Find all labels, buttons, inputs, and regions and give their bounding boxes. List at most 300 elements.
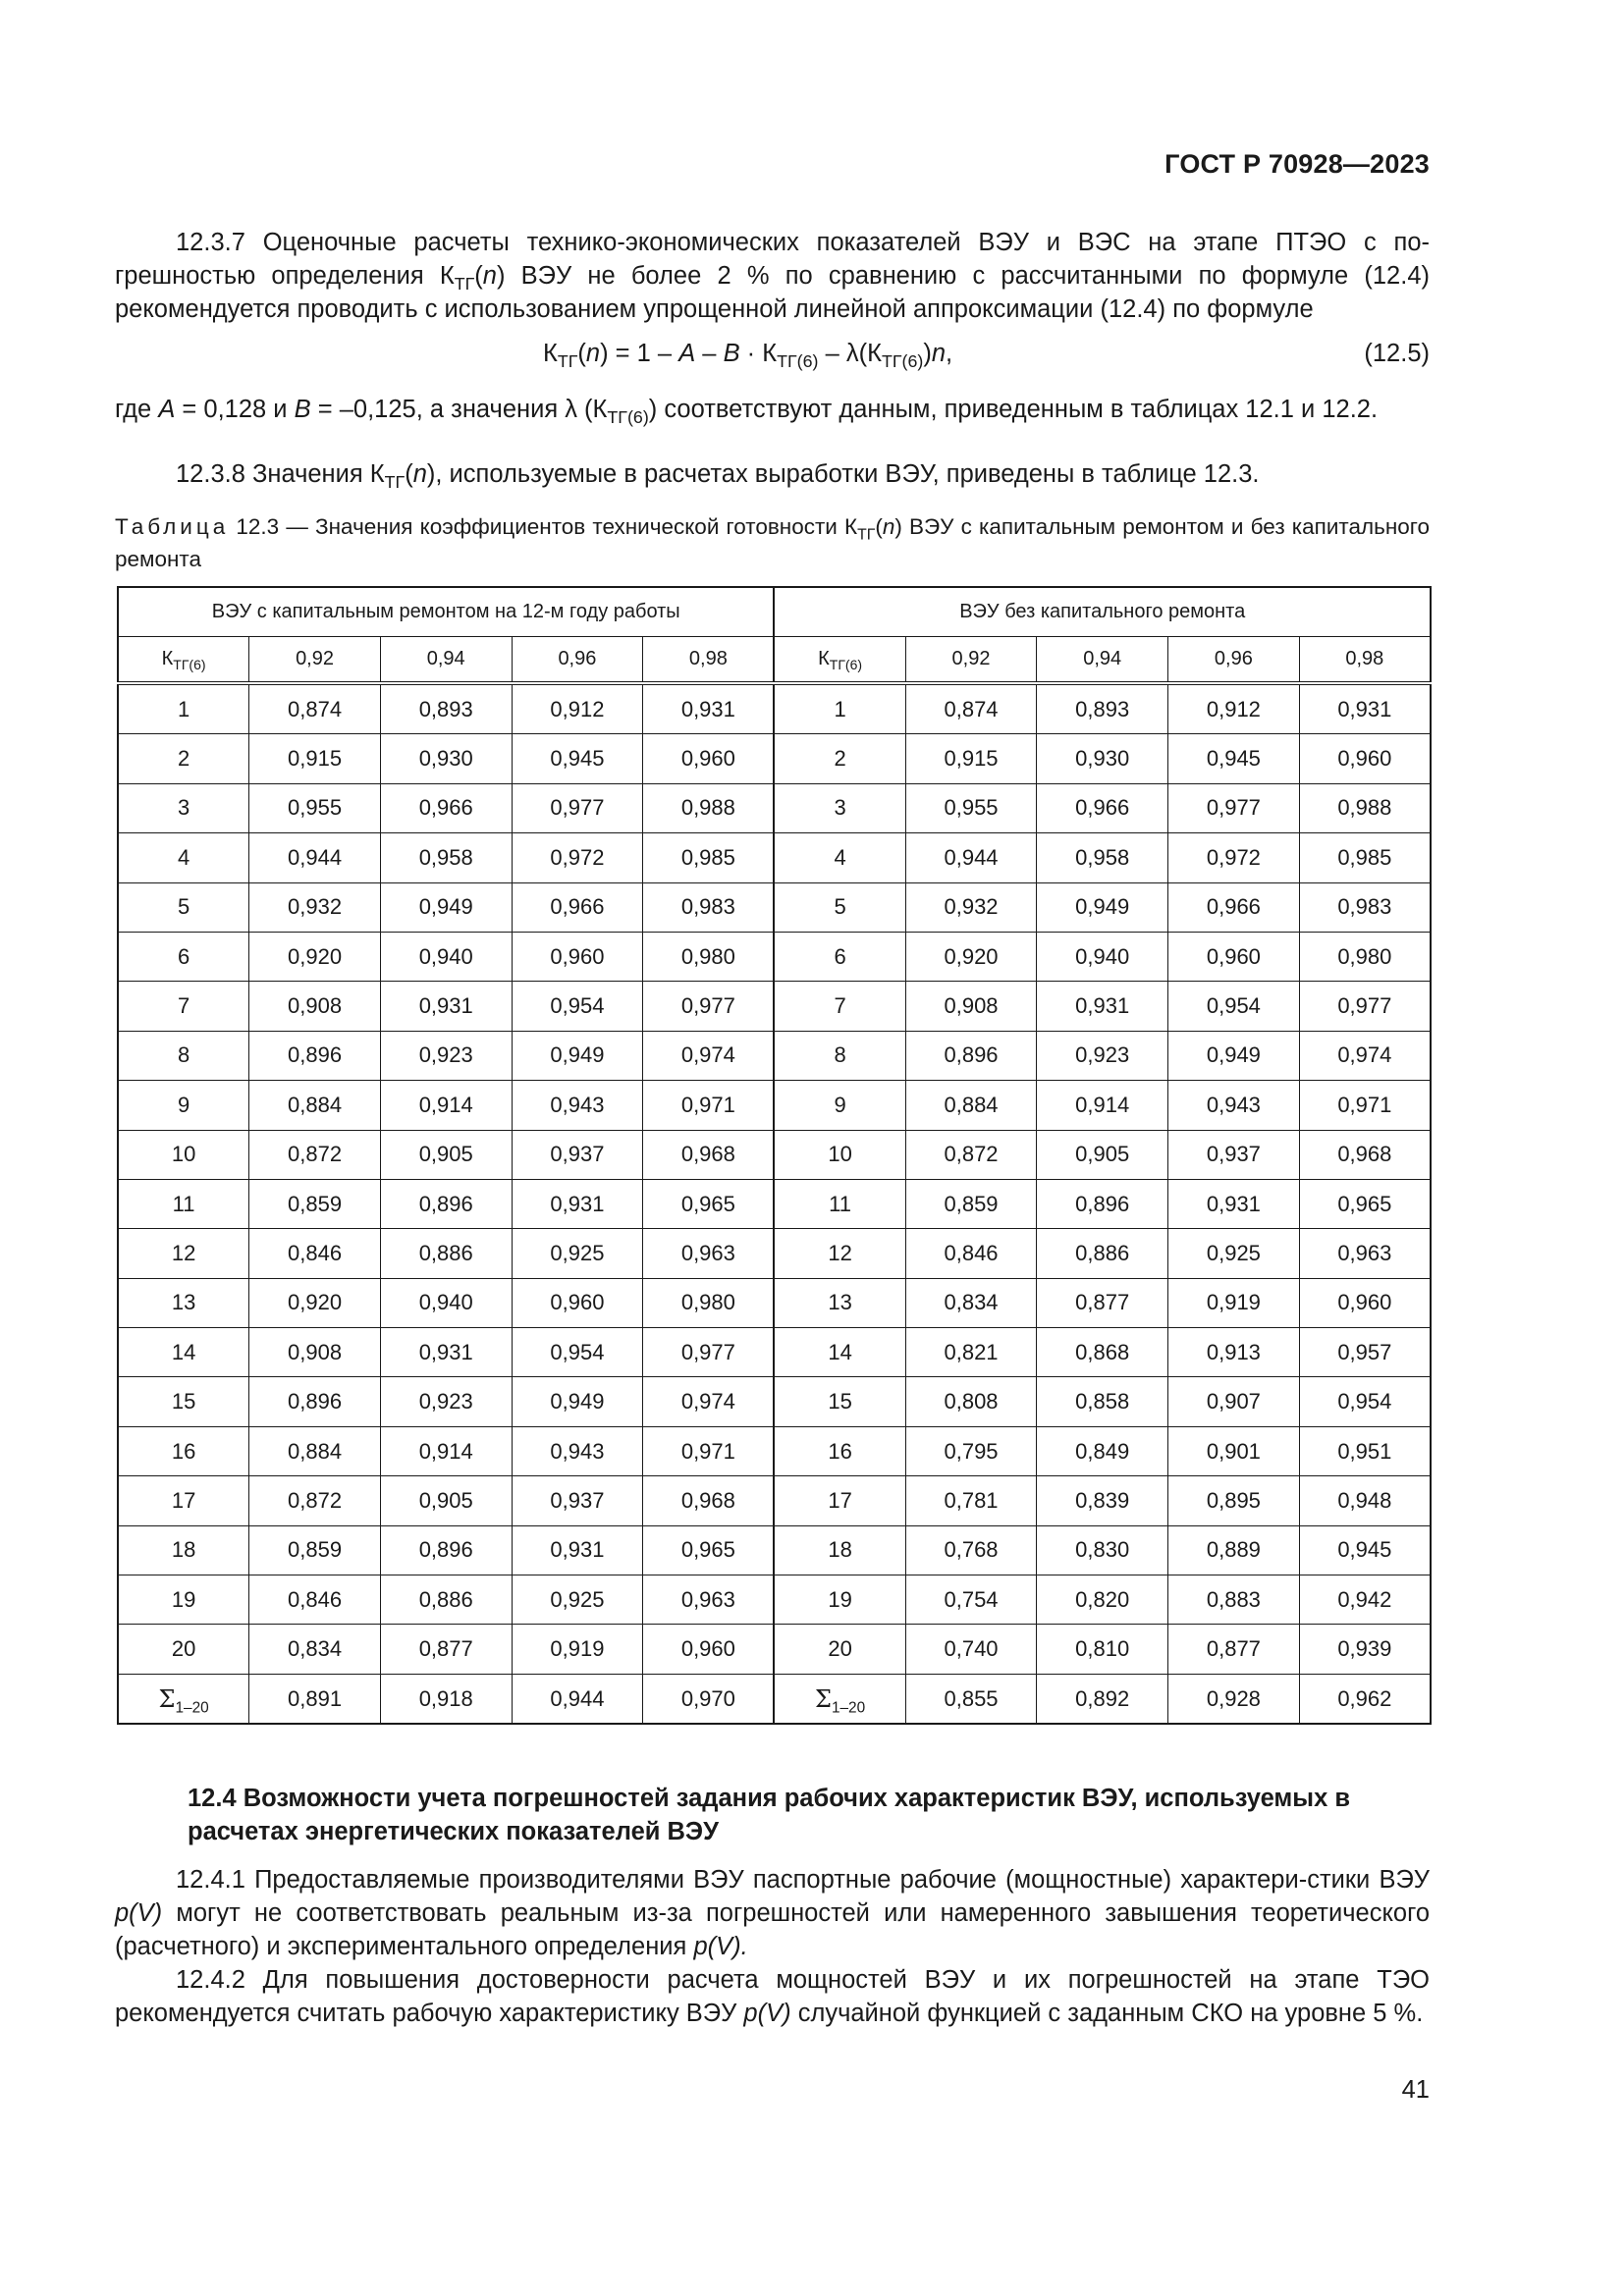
row-year-cell: 14 (774, 1328, 905, 1377)
column-header: 0,92 (249, 637, 381, 684)
sum-value-with-overhaul: 0,944 (512, 1674, 643, 1724)
value-cell-without-overhaul: 0,985 (1299, 833, 1431, 882)
subscript: ТГ(6) (777, 351, 819, 372)
value-cell-with-overhaul: 0,908 (249, 982, 381, 1031)
value-cell-without-overhaul: 0,948 (1299, 1476, 1431, 1525)
value-cell-without-overhaul: 0,896 (905, 1031, 1037, 1080)
value-cell-with-overhaul: 0,971 (643, 1426, 775, 1475)
row-year-cell: 13 (118, 1278, 249, 1327)
variable-a: A (158, 396, 176, 423)
row-year-cell: 18 (774, 1525, 905, 1575)
variable-n: n (585, 340, 601, 367)
paragraph-12-4-1 (115, 1863, 1430, 1963)
value-cell-with-overhaul: 0,925 (512, 1575, 643, 1625)
row-year-cell: 1 (774, 683, 905, 734)
value-cell-without-overhaul: 0,868 (1037, 1328, 1168, 1377)
value-cell-with-overhaul: 0,912 (512, 683, 643, 734)
value-cell-without-overhaul: 0,931 (1168, 1179, 1300, 1228)
value-cell-with-overhaul: 0,923 (380, 1377, 512, 1426)
sum-value-without-overhaul: 0,928 (1168, 1674, 1300, 1724)
value-cell-with-overhaul: 0,886 (380, 1575, 512, 1625)
value-cell-without-overhaul: 0,919 (1168, 1278, 1300, 1327)
value-cell-without-overhaul: 0,849 (1037, 1426, 1168, 1475)
table-row (118, 833, 1431, 882)
row-year-cell: 10 (118, 1130, 249, 1179)
sum-label-cell: $\Sigma_{1-20}$ (774, 1674, 905, 1724)
value-cell-with-overhaul: 0,937 (512, 1476, 643, 1525)
formula-text: · К (739, 340, 778, 367)
formula-12-5 (115, 337, 1430, 376)
value-cell-with-overhaul: 0,985 (643, 833, 775, 882)
value-cell-with-overhaul: 0,954 (512, 1328, 643, 1377)
value-cell-with-overhaul: 0,930 (380, 734, 512, 783)
value-cell-with-overhaul: 0,980 (643, 932, 775, 981)
value-cell-with-overhaul: 0,943 (512, 1081, 643, 1130)
value-cell-with-overhaul: 0,972 (512, 833, 643, 882)
paragraph-text: ), используемые в расчетах выработки ВЭУ, приведены в таблице 12.3. (426, 460, 1260, 488)
value-cell-without-overhaul: 0,915 (905, 734, 1037, 783)
value-cell-with-overhaul: 0,872 (249, 1476, 381, 1525)
row-year-cell: 19 (118, 1575, 249, 1625)
value-cell-with-overhaul: 0,954 (512, 982, 643, 1031)
value-cell-without-overhaul: 0,971 (1299, 1081, 1431, 1130)
table-row (118, 1476, 1431, 1525)
value-cell-with-overhaul: 0,966 (380, 783, 512, 832)
value-cell-without-overhaul: 0,839 (1037, 1476, 1168, 1525)
value-cell-without-overhaul: 0,846 (905, 1229, 1037, 1278)
value-cell-without-overhaul: 0,908 (905, 982, 1037, 1031)
row-year-cell: 12 (118, 1229, 249, 1278)
row-year-cell: 8 (774, 1031, 905, 1080)
table-row (118, 1130, 1431, 1179)
value-cell-without-overhaul: 0,877 (1168, 1625, 1300, 1674)
value-cell-without-overhaul: 0,874 (905, 683, 1037, 734)
value-cell-with-overhaul: 0,908 (249, 1328, 381, 1377)
value-cell-without-overhaul: 0,889 (1168, 1525, 1300, 1575)
function-p-v: p(V) (115, 1899, 163, 1927)
paragraph-text: ) ВЭУ не более 2 % по сравнению с рассчитанными по формуле (12.4) рекомендуется проводить с использованием упрощенной линейной аппроксимации (12.4) по формуле (115, 262, 1430, 323)
value-cell-without-overhaul: 0,943 (1168, 1081, 1300, 1130)
formula-number: (12.5) (1364, 340, 1430, 367)
subscript: ТГ (454, 274, 475, 294)
value-cell-with-overhaul: 0,963 (643, 1575, 775, 1625)
row-year-cell: 4 (774, 833, 905, 882)
value-cell-with-overhaul: 0,965 (643, 1179, 775, 1228)
row-year-cell: 11 (118, 1179, 249, 1228)
subscript: ТГ(6) (607, 407, 649, 428)
table-group-header-row (118, 587, 1431, 637)
value-cell-without-overhaul: 0,858 (1037, 1377, 1168, 1426)
formula-explanation (115, 393, 1430, 426)
value-cell-with-overhaul: 0,971 (643, 1081, 775, 1130)
value-cell-without-overhaul: 0,951 (1299, 1426, 1431, 1475)
value-cell-without-overhaul: 0,977 (1299, 982, 1431, 1031)
row-year-cell: 11 (774, 1179, 905, 1228)
table-column-header-row (118, 637, 1431, 684)
value-cell-without-overhaul: 0,955 (905, 783, 1037, 832)
value-cell-with-overhaul: 0,896 (249, 1377, 381, 1426)
value-cell-with-overhaul: 0,877 (380, 1625, 512, 1674)
variable-b: B (723, 340, 740, 367)
variable-n: n (482, 262, 497, 290)
table-12-3 (117, 586, 1432, 1725)
value-cell-without-overhaul: 0,808 (905, 1377, 1037, 1426)
value-cell-without-overhaul: 0,945 (1299, 1525, 1431, 1575)
row-year-cell: 12 (774, 1229, 905, 1278)
column-header-ktg6: $К_{ТГ(6)}$ (774, 637, 905, 684)
page-number: 41 (1401, 2076, 1430, 2104)
table-row (118, 1328, 1431, 1377)
value-cell-without-overhaul: 0,942 (1299, 1575, 1431, 1625)
row-year-cell: 2 (118, 734, 249, 783)
paragraph-text: Оценочные расчеты технико-экономических показателей ВЭУ и ВЭС на этапе ПТЭО с по-грешностью определения К (115, 229, 1430, 290)
section-heading-12-4: 12.4 Возможности учета погрешностей задания рабочих характеристик ВЭУ, используемых в расчетах энергетических показателей ВЭУ (188, 1785, 1351, 1845)
value-cell-without-overhaul: 0,980 (1299, 932, 1431, 981)
value-cell-with-overhaul: 0,977 (643, 1328, 775, 1377)
column-header: 0,96 (1168, 637, 1300, 684)
value-cell-with-overhaul: 0,914 (380, 1426, 512, 1475)
value-cell-with-overhaul: 0,960 (512, 932, 643, 981)
table-row (118, 683, 1431, 734)
table-row (118, 1377, 1431, 1426)
value-cell-with-overhaul: 0,896 (380, 1525, 512, 1575)
value-cell-with-overhaul: 0,886 (380, 1229, 512, 1278)
value-cell-without-overhaul: 0,895 (1168, 1476, 1300, 1525)
value-cell-with-overhaul: 0,884 (249, 1081, 381, 1130)
row-year-cell: 1 (118, 683, 249, 734)
value-cell-without-overhaul: 0,932 (905, 882, 1037, 932)
table-row (118, 1525, 1431, 1575)
table-caption-text: ) ВЭУ с капитальным ремонтом и без капитального ремонта (115, 514, 1430, 571)
column-header: 0,98 (1299, 637, 1431, 684)
value-cell-with-overhaul: 0,905 (380, 1476, 512, 1525)
value-cell-without-overhaul: 0,901 (1168, 1426, 1300, 1475)
value-cell-with-overhaul: 0,872 (249, 1130, 381, 1179)
variable-a: A (678, 340, 696, 367)
table-row (118, 1031, 1431, 1080)
value-cell-with-overhaul: 0,834 (249, 1625, 381, 1674)
row-year-cell: 7 (774, 982, 905, 1031)
table-caption-text: 12.3 — Значения коэффициентов технической готовности К (229, 514, 858, 539)
row-year-cell: 5 (118, 882, 249, 932)
table-row (118, 1229, 1431, 1278)
column-header-ktg6: $К_{ТГ(6)}$ (118, 637, 249, 684)
value-cell-without-overhaul: 0,958 (1037, 833, 1168, 882)
value-cell-with-overhaul: 0,884 (249, 1426, 381, 1475)
subscript: ТГ (384, 472, 406, 493)
value-cell-without-overhaul: 0,740 (905, 1625, 1037, 1674)
value-cell-with-overhaul: 0,919 (512, 1625, 643, 1674)
value-cell-with-overhaul: 0,905 (380, 1130, 512, 1179)
value-cell-without-overhaul: 0,954 (1168, 982, 1300, 1031)
row-year-cell: 3 (774, 783, 905, 832)
value-cell-without-overhaul: 0,960 (1299, 734, 1431, 783)
value-cell-with-overhaul: 0,937 (512, 1130, 643, 1179)
value-cell-with-overhaul: 0,949 (512, 1031, 643, 1080)
value-cell-with-overhaul: 0,896 (249, 1031, 381, 1080)
formula-symbol: К (543, 340, 558, 367)
value-cell-with-overhaul: 0,963 (643, 1229, 775, 1278)
table-caption: Таблица 12.3 — Значения коэффициентов технической готовности $К_{ТГ}(n)$ ВЭУ с капитальным ремонтом и без капитального ремонта (115, 514, 1430, 571)
paragraph-text: = –0,125, а значения λ (К (310, 396, 608, 423)
value-cell-with-overhaul: 0,960 (512, 1278, 643, 1327)
subscript: ТГ (557, 351, 578, 372)
row-year-cell: 9 (774, 1081, 905, 1130)
value-cell-with-overhaul: 0,949 (380, 882, 512, 932)
value-cell-with-overhaul: 0,893 (380, 683, 512, 734)
variable-n: n (882, 514, 895, 539)
table-row (118, 1081, 1431, 1130)
row-year-cell: 3 (118, 783, 249, 832)
value-cell-without-overhaul: 0,966 (1037, 783, 1168, 832)
value-cell-without-overhaul: 0,974 (1299, 1031, 1431, 1080)
value-cell-with-overhaul: 0,943 (512, 1426, 643, 1475)
column-header: 0,92 (905, 637, 1037, 684)
value-cell-without-overhaul: 0,931 (1299, 683, 1431, 734)
table-row (118, 1625, 1431, 1674)
row-year-cell: 19 (774, 1575, 905, 1625)
value-cell-with-overhaul: 0,914 (380, 1081, 512, 1130)
row-year-cell: 8 (118, 1031, 249, 1080)
value-cell-with-overhaul: 0,945 (512, 734, 643, 783)
value-cell-without-overhaul: 0,965 (1299, 1179, 1431, 1228)
row-year-cell: 9 (118, 1081, 249, 1130)
value-cell-with-overhaul: 0,955 (249, 783, 381, 832)
row-year-cell: 16 (774, 1426, 905, 1475)
value-cell-without-overhaul: 0,877 (1037, 1278, 1168, 1327)
subscript: ТГ (857, 526, 876, 544)
value-cell-with-overhaul: 0,920 (249, 932, 381, 981)
row-year-cell: 20 (118, 1625, 249, 1674)
value-cell-with-overhaul: 0,977 (512, 783, 643, 832)
value-cell-without-overhaul: 0,949 (1037, 882, 1168, 932)
sum-value-without-overhaul: 0,892 (1037, 1674, 1168, 1724)
value-cell-with-overhaul: 0,940 (380, 932, 512, 981)
paragraph-text: ( (474, 262, 483, 290)
paragraph-12-3-7 (115, 226, 1430, 326)
table-row (118, 882, 1431, 932)
value-cell-without-overhaul: 0,821 (905, 1328, 1037, 1377)
value-cell-with-overhaul: 0,980 (643, 1278, 775, 1327)
table-caption-label: Таблица (115, 514, 230, 539)
value-cell-without-overhaul: 0,954 (1299, 1377, 1431, 1426)
value-cell-with-overhaul: 0,859 (249, 1179, 381, 1228)
value-cell-with-overhaul: 0,932 (249, 882, 381, 932)
formula-text: ) = 1 – (600, 340, 679, 367)
paragraph-text: 12.3.8 Значения К (176, 460, 385, 488)
value-cell-with-overhaul: 0,920 (249, 1278, 381, 1327)
row-year-cell: 17 (118, 1476, 249, 1525)
value-cell-without-overhaul: 0,781 (905, 1476, 1037, 1525)
clause-number: 12.3.7 (176, 229, 245, 256)
table-sum-row (118, 1674, 1431, 1724)
row-year-cell: 15 (774, 1377, 905, 1426)
table-row (118, 1278, 1431, 1327)
value-cell-with-overhaul: 0,949 (512, 1377, 643, 1426)
value-cell-without-overhaul: 0,795 (905, 1426, 1037, 1475)
value-cell-with-overhaul: 0,931 (643, 683, 775, 734)
value-cell-with-overhaul: 0,931 (380, 1328, 512, 1377)
value-cell-without-overhaul: 0,945 (1168, 734, 1300, 783)
variable-n: n (412, 460, 427, 488)
sum-value-with-overhaul: 0,891 (249, 1674, 381, 1724)
value-cell-without-overhaul: 0,940 (1037, 932, 1168, 981)
value-cell-with-overhaul: 0,874 (249, 683, 381, 734)
value-cell-without-overhaul: 0,912 (1168, 683, 1300, 734)
value-cell-without-overhaul: 0,834 (905, 1278, 1037, 1327)
value-cell-without-overhaul: 0,966 (1168, 882, 1300, 932)
row-year-cell: 20 (774, 1625, 905, 1674)
formula-expression: $К_{ТГ}(n) = 1 - A - B \cdot К_{ТГ(6)} - \lambda(К_{ТГ(6)})n$, (543, 340, 953, 372)
value-cell-with-overhaul: 0,859 (249, 1525, 381, 1575)
value-cell-without-overhaul: 0,859 (905, 1179, 1037, 1228)
value-cell-without-overhaul: 0,977 (1168, 783, 1300, 832)
value-cell-with-overhaul: 0,968 (643, 1130, 775, 1179)
value-cell-with-overhaul: 0,846 (249, 1575, 381, 1625)
value-cell-without-overhaul: 0,983 (1299, 882, 1431, 932)
value-cell-without-overhaul: 0,886 (1037, 1229, 1168, 1278)
value-cell-without-overhaul: 0,820 (1037, 1575, 1168, 1625)
table-row (118, 734, 1431, 783)
value-cell-with-overhaul: 0,944 (249, 833, 381, 882)
value-cell-with-overhaul: 0,958 (380, 833, 512, 882)
sum-value-without-overhaul: 0,962 (1299, 1674, 1431, 1724)
formula-text: – λ(К (818, 340, 882, 367)
value-cell-with-overhaul: 0,846 (249, 1229, 381, 1278)
value-cell-with-overhaul: 0,966 (512, 882, 643, 932)
value-cell-with-overhaul: 0,968 (643, 1476, 775, 1525)
value-cell-without-overhaul: 0,949 (1168, 1031, 1300, 1080)
paragraph-text: могут не соответствовать реальным из-за погрешностей или намеренного завышения теоретического (расчетного) и экспериментального определения (115, 1899, 1430, 1960)
formula-text: – (695, 340, 724, 367)
value-cell-with-overhaul: 0,974 (643, 1031, 775, 1080)
row-year-cell: 5 (774, 882, 905, 932)
value-cell-with-overhaul: 0,965 (643, 1525, 775, 1575)
value-cell-without-overhaul: 0,920 (905, 932, 1037, 981)
sum-value-with-overhaul: 0,918 (380, 1674, 512, 1724)
paragraph-text: ) соответствуют данным, приведенным в таблицах 12.1 и 12.2. (648, 396, 1379, 423)
value-cell-without-overhaul: 0,944 (905, 833, 1037, 882)
value-cell-without-overhaul: 0,884 (905, 1081, 1037, 1130)
value-cell-with-overhaul: 0,925 (512, 1229, 643, 1278)
value-cell-with-overhaul: 0,960 (643, 734, 775, 783)
paragraph-text: = 0,128 и (175, 396, 295, 423)
value-cell-without-overhaul: 0,960 (1168, 932, 1300, 981)
table-body (118, 683, 1431, 1724)
value-cell-without-overhaul: 0,963 (1299, 1229, 1431, 1278)
value-cell-without-overhaul: 0,925 (1168, 1229, 1300, 1278)
sum-value-with-overhaul: 0,970 (643, 1674, 775, 1724)
row-year-cell: 16 (118, 1426, 249, 1475)
variable-n: n (931, 340, 946, 367)
value-cell-with-overhaul: 0,940 (380, 1278, 512, 1327)
value-cell-without-overhaul: 0,872 (905, 1130, 1037, 1179)
value-cell-without-overhaul: 0,810 (1037, 1625, 1168, 1674)
row-year-cell: 17 (774, 1476, 905, 1525)
column-header: 0,96 (512, 637, 643, 684)
value-cell-without-overhaul: 0,939 (1299, 1625, 1431, 1674)
paragraph-text: случайной функцией с заданным СКО на уровне 5 %. (790, 2000, 1424, 2027)
paragraph-12-3-8: 12.3.8 Значения $К_{ТГ}(n)$, используемые в расчетах выработки ВЭУ, приведены в таблице 12.3. (176, 460, 1260, 493)
row-year-cell: 14 (118, 1328, 249, 1377)
value-cell-with-overhaul: 0,988 (643, 783, 775, 832)
section-12-4-body (115, 1863, 1430, 2030)
value-cell-without-overhaul: 0,923 (1037, 1031, 1168, 1080)
paragraph-12-4-2 (115, 1963, 1430, 2030)
value-cell-without-overhaul: 0,830 (1037, 1525, 1168, 1575)
sum-value-without-overhaul: 0,855 (905, 1674, 1037, 1724)
subscript: ТГ(6) (881, 351, 924, 372)
value-cell-without-overhaul: 0,914 (1037, 1081, 1168, 1130)
row-year-cell: 2 (774, 734, 905, 783)
paragraph-text: 12.4.2 Для повышения достоверности расчета мощностей ВЭУ и их погрешностей на этапе ТЭО рекомендуется считать рабочую характеристику ВЭУ (115, 1966, 1430, 2027)
row-year-cell: 6 (118, 932, 249, 981)
paragraph-text: где (115, 396, 159, 423)
column-header: 0,98 (643, 637, 775, 684)
row-year-cell: 13 (774, 1278, 905, 1327)
group-header-without-overhaul: ВЭУ без капитального ремонта (774, 587, 1430, 637)
table-row (118, 783, 1431, 832)
row-year-cell: 18 (118, 1525, 249, 1575)
value-cell-without-overhaul: 0,905 (1037, 1130, 1168, 1179)
value-cell-without-overhaul: 0,896 (1037, 1179, 1168, 1228)
row-year-cell: 4 (118, 833, 249, 882)
value-cell-with-overhaul: 0,977 (643, 982, 775, 1031)
value-cell-without-overhaul: 0,913 (1168, 1328, 1300, 1377)
value-cell-with-overhaul: 0,931 (380, 982, 512, 1031)
value-cell-with-overhaul: 0,931 (512, 1525, 643, 1575)
value-cell-with-overhaul: 0,915 (249, 734, 381, 783)
column-header: 0,94 (1037, 637, 1168, 684)
value-cell-without-overhaul: 0,768 (905, 1525, 1037, 1575)
row-year-cell: 15 (118, 1377, 249, 1426)
value-cell-with-overhaul: 0,931 (512, 1179, 643, 1228)
value-cell-with-overhaul: 0,974 (643, 1377, 775, 1426)
value-cell-without-overhaul: 0,960 (1299, 1278, 1431, 1327)
row-year-cell: 6 (774, 932, 905, 981)
value-cell-with-overhaul: 0,960 (643, 1625, 775, 1674)
value-cell-without-overhaul: 0,754 (905, 1575, 1037, 1625)
value-cell-without-overhaul: 0,937 (1168, 1130, 1300, 1179)
value-cell-without-overhaul: 0,907 (1168, 1377, 1300, 1426)
value-cell-without-overhaul: 0,972 (1168, 833, 1300, 882)
value-cell-with-overhaul: 0,923 (380, 1031, 512, 1080)
paragraph-text: 12.4.1 Предоставляемые производителями ВЭУ паспортные рабочие (мощностные) характери-стики ВЭУ (176, 1866, 1430, 1894)
value-cell-without-overhaul: 0,957 (1299, 1328, 1431, 1377)
sum-label-cell: $\Sigma_{1-20}$ (118, 1674, 249, 1724)
value-cell-without-overhaul: 0,893 (1037, 683, 1168, 734)
table-row (118, 1426, 1431, 1475)
table-row (118, 1179, 1431, 1228)
value-cell-with-overhaul: 0,896 (380, 1179, 512, 1228)
table-row (118, 932, 1431, 981)
column-header: 0,94 (380, 637, 512, 684)
table-row (118, 1575, 1431, 1625)
value-cell-without-overhaul: 0,883 (1168, 1575, 1300, 1625)
function-p-v: p(V). (693, 1933, 748, 1960)
function-p-v: p(V) (743, 2000, 791, 2027)
value-cell-without-overhaul: 0,931 (1037, 982, 1168, 1031)
value-cell-without-overhaul: 0,988 (1299, 783, 1431, 832)
value-cell-with-overhaul: 0,983 (643, 882, 775, 932)
value-cell-without-overhaul: 0,930 (1037, 734, 1168, 783)
table-row (118, 982, 1431, 1031)
row-year-cell: 7 (118, 982, 249, 1031)
row-year-cell: 10 (774, 1130, 905, 1179)
group-header-with-overhaul: ВЭУ с капитальным ремонтом на 12-м году работы (118, 587, 774, 637)
document-id-header: ГОСТ Р 70928—2023 (1164, 149, 1430, 179)
value-cell-without-overhaul: 0,968 (1299, 1130, 1431, 1179)
